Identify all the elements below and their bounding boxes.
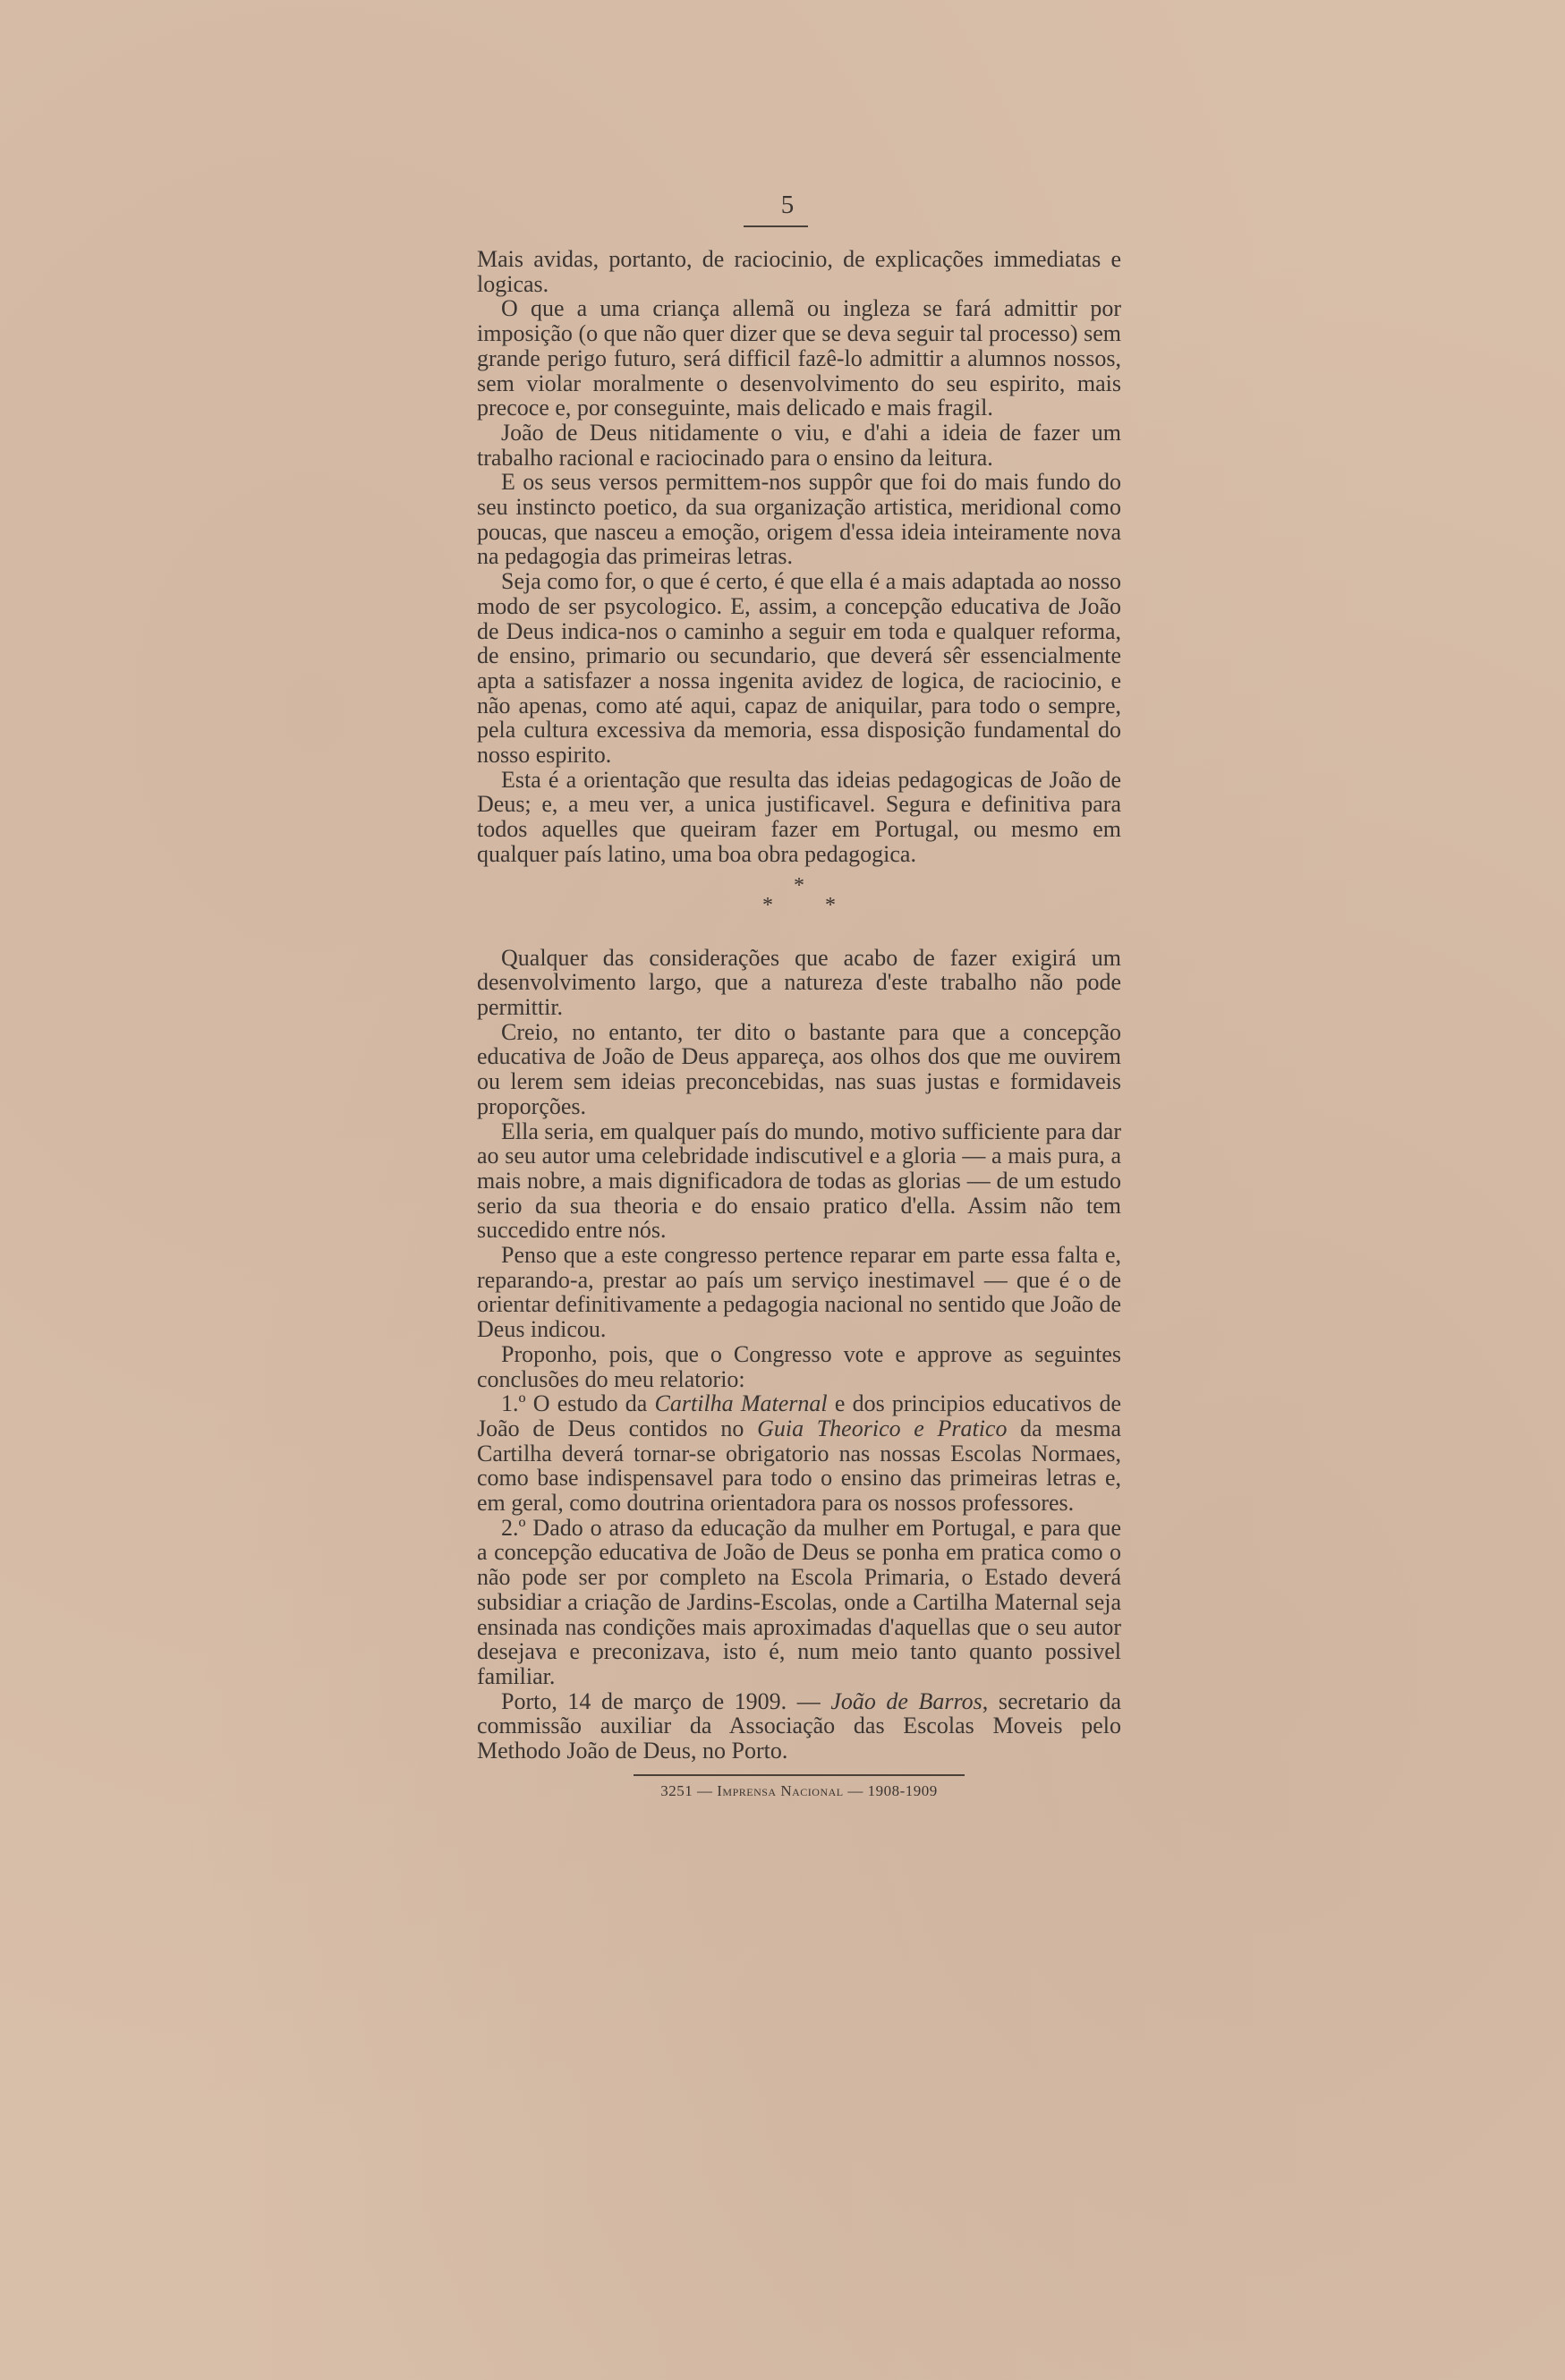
- author-role: , secretario da commissão auxiliar da Associação das Escolas Moveis pelo Methodo João de Deus, no Porto.: [477, 1687, 1121, 1764]
- paragraph: E os seus versos permittem-nos suppôr que foi do mais fundo do seu instincto poetico, da sua organização artistica, meridional como poucas, que nasceu a emoção, origem d'essa ideia inteiramente nova na pedagogia das primeiras letras.: [477, 469, 1121, 570]
- paragraph: Esta é a orientação que resulta das ideias pedagogicas de João de Deus; e, a meu ver, a unica justificavel. Segura e definitiva para todos aquelles que queiram fazer em Portugal, ou mesmo em qualquer país latino, uma boa obra pedagogica.: [477, 766, 1121, 867]
- footer-rule: [634, 1774, 965, 1776]
- asterism-divider: [477, 873, 1121, 917]
- author-name: João de Barros: [830, 1687, 982, 1714]
- paragraph: Ella seria, em qualquer país do mundo, motivo sufficiente para dar ao seu autor uma celebridade indiscutivel e a gloria — a mais pura, a mais nobre, a mais dignificadora de todas as glorias — de um estudo serio da sua theoria e do ensaio pratico d'ella. Assim não tem succedido entre nós.: [477, 1118, 1121, 1244]
- guia-title: Guia Theorico e Pratico: [757, 1415, 1008, 1441]
- conclusion-1-middle: e dos principios educativos de João de Deus contidos no: [477, 1390, 1121, 1441]
- paragraph: Creio, no entanto, ter dito o bastante para que a concepção educativa de João de Deus appareça, aos olhos dos que me ouvirem ou lerem sem ideias preconcebidas, nas suas justas e formidaveis proporções.: [477, 1018, 1121, 1119]
- paragraph: Qualquer das considerações que acabo de fazer exigirá um desenvolvimento largo, que a natureza d'este trabalho não pode permittir.: [477, 944, 1121, 1020]
- signature: [477, 1689, 1121, 1764]
- paragraph: Proponho, pois, que o Congresso vote e approve as seguintes conclusões do meu relatorio:: [477, 1340, 1121, 1392]
- asterisk: *: [794, 873, 804, 897]
- body-text: [477, 247, 1121, 1764]
- paragraph: O que a uma criança allemã ou ingleza se fará admittir por imposição (o que não quer dizer que se deva seguir tal processo) sem grande perigo futuro, será difficil fazê-lo admittir a alumnos nossos, sem violar moralmente o desenvolvimento do seu espirito, mais precoce e, por conseguinte, mais delicado e mais fragil.: [477, 295, 1121, 421]
- conclusion-1-prefix: 1.º O estudo da: [501, 1390, 655, 1417]
- asterisk: *: [762, 893, 773, 917]
- page-number: 5: [780, 191, 795, 219]
- document-page: [477, 190, 1121, 1801]
- page-number-rule: [744, 225, 808, 227]
- conclusion-1: [477, 1391, 1121, 1516]
- place-date: Porto, 14 de março de 1909. —: [501, 1687, 831, 1714]
- paragraph: Penso que a este congresso pertence reparar em parte essa falta e, reparando-a, prestar ao país um serviço inestimavel — que é o de orientar definitivamente a pedagogia nacional no sentido que João de Deus indicou.: [477, 1242, 1121, 1343]
- printer-imprint: 3251 — Imprensa Nacional — 1908-1909: [660, 1781, 938, 1799]
- conclusion-1-suffix: da mesma Cartilha deverá tornar-se obrigatorio nas nossas Escolas Normaes, como base indispensavel para todo o ensino das primeiras letras e, em geral, como doutrina orientadora para os nossos professores.: [477, 1415, 1121, 1517]
- paragraph: João de Deus nitidamente o viu, e d'ahi a ideia de fazer um trabalho racional e raciocinado para o ensino da leitura.: [477, 419, 1121, 471]
- paragraph: Mais avidas, portanto, de raciocinio, de explicações immediatas e logicas.: [477, 246, 1121, 297]
- conclusion-2: 2.º Dado o atraso da educação da mulher em Portugal, e para que a concepção educativa de João de Deus se ponha em pratica como o não pode ser por completo na Escola Primaria, o Estado deverá subsidiar a criação de Jardins-Escolas, onde a Cartilha Maternal seja ensinada nas condições mais aproximadas d'aquellas que o seu autor desejava e preconizava, isto é, num meio tanto quanto possivel familiar.: [477, 1514, 1121, 1689]
- cartilha-title: Cartilha Maternal: [654, 1390, 828, 1417]
- paragraph: Seja como for, o que é certo, é que ella é a mais adaptada ao nosso modo de ser psycologico. E, assim, a concepção educativa de João de Deus indica-nos o caminho a seguir em toda e qualquer reforma, de ensino, primario ou secundario, que deverá sêr essencialmente apta a satisfazer a nossa ingenita avidez de logica, de raciocinio, e não apenas, como até aqui, capaz de aniquilar, para todo o sempre, pela cultura excessiva da memoria, essa disposição fundamental do nosso espirito.: [477, 568, 1121, 769]
- asterisk: *: [825, 893, 836, 917]
